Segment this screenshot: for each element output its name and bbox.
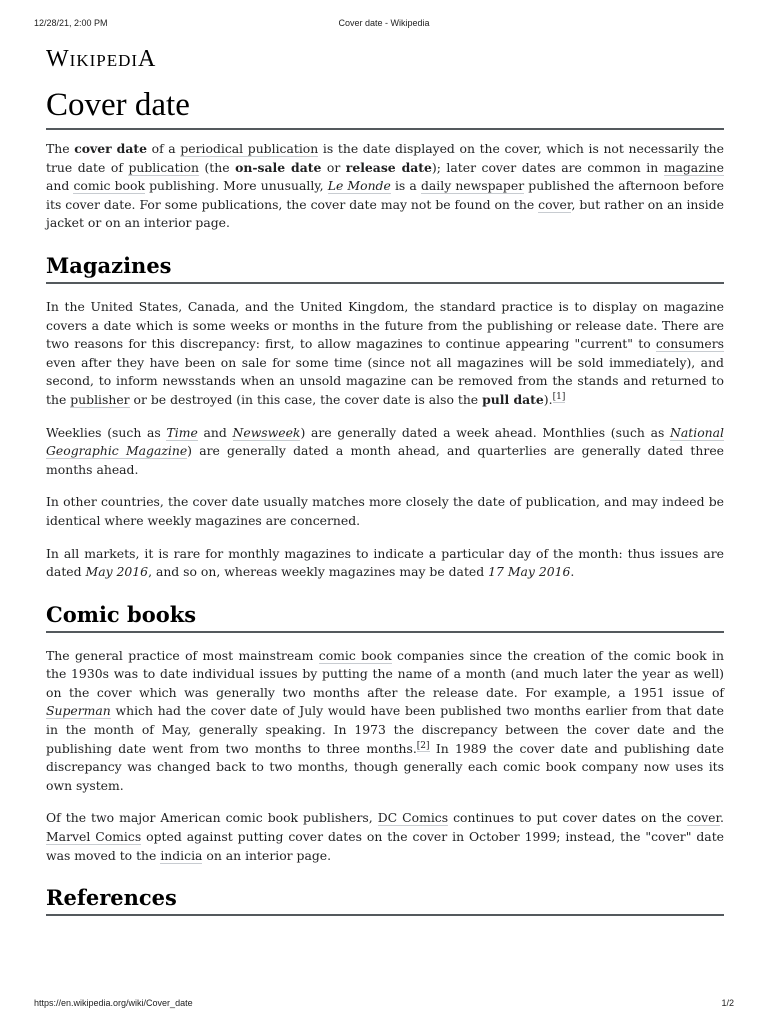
link-marvel-comics[interactable]: Marvel Comics (46, 829, 142, 845)
magazines-paragraph-3: In other countries, the cover date usually matches more closely the date of publication, and may indeed be identical where weekly magazines are concerned. (46, 494, 724, 528)
comic-books-paragraph-1: The general practice of most mainstream comic book companies since the creation of the comic book in the 1930s was to date individual issues by putting the name of a month (and much later the year as well) on the cover which was generally two months after the release date. For example, a 1951 issue of Superman which had the cover date of July would have been published two months earlier from that date in the month of May, generally speaking. In 1973 the discrepancy between the cover date and the publishing date went from two months to three months.[2] In 1989 the cover date and publishing date discrepancy was changed back to two months, though generally each comic book company now uses its own system. (46, 647, 724, 793)
reference-2-link[interactable]: [2] (416, 740, 430, 751)
print-datetime: 12/28/21, 2:00 PM (34, 18, 108, 28)
print-doc-title: Cover date - Wikipedia (338, 18, 430, 28)
link-comic-book-2[interactable]: comic book (318, 647, 392, 663)
link-time[interactable]: Time (166, 424, 198, 440)
print-url: https://en.wikipedia.org/wiki/Cover_date (34, 998, 193, 1008)
intro-paragraph: The cover date of a periodical publication is the date displayed on the cover, which is not necessarily the true date of publication (the on-sale date or release date); later cover dates are common in magazine and comic book publishing. More unusually, Le Monde is a daily newspaper published the afternoon before its cover date. For some publications, the cover date may not be found on the cover, but rather on an inside jacket or on an interior page. (46, 141, 725, 231)
link-cover[interactable]: cover (538, 196, 572, 212)
link-publisher[interactable]: publisher (70, 391, 130, 407)
print-header (0, 0, 768, 40)
print-footer (0, 984, 768, 1024)
magazines-paragraph-2: Weeklies (such as Time and Newsweek) are generally dated a week ahead. Monthlies (such as National Geographic Magazine) are generally dated a month ahead, and quarterlies are generally dated three months ahead. (46, 424, 724, 477)
link-le-monde[interactable]: Le Monde (327, 178, 391, 194)
link-cover-2[interactable]: cover (686, 810, 721, 826)
link-superman[interactable]: Superman (46, 703, 111, 719)
link-indicia[interactable]: indicia (160, 847, 203, 863)
link-comic-book[interactable]: comic book (73, 178, 145, 194)
reference-1-link[interactable]: [1] (552, 391, 566, 402)
section-heading-magazines: Magazines (46, 253, 724, 284)
link-dc-comics[interactable]: DC Comics (377, 810, 449, 826)
article-content (46, 42, 724, 916)
link-magazine[interactable]: magazine (663, 159, 724, 175)
wikipedia-wordmark[interactable]: WIKIPEDIA (46, 46, 157, 72)
print-page-number: 1/2 (721, 998, 734, 1008)
link-national-geographic[interactable]: National Geographic Magazine (46, 424, 724, 459)
link-periodical-publication[interactable]: periodical publication (180, 141, 319, 156)
magazines-paragraph-4: In all markets, it is rare for monthly magazines to indicate a particular day of the month: thus issues are dated May 2016, and so on, whereas weekly magazines may be dated 17 May 2016. (46, 545, 724, 580)
page-title: Cover date (46, 86, 724, 130)
link-consumers[interactable]: consumers (655, 336, 724, 352)
link-daily-newspaper[interactable]: daily newspaper (420, 178, 525, 194)
link-newsweek[interactable]: Newsweek (232, 424, 301, 440)
magazines-paragraph-1: In the United States, Canada, and the United Kingdom, the standard practice is to display on magazine covers a date which is some weeks or months in the future from the publishing or release date. There are two reasons for this discrepancy: first, to allow magazines to continue appearing "current" to consumers even after they have been on sale for some time (since not all magazines will be sold immediately), and second, to inform newsstands when an unsold magazine can be removed from the stands and returned to the publisher or be destroyed (in this case, the cover date is also the pull date).[1] (46, 298, 724, 407)
section-heading-references: References (46, 885, 724, 916)
link-publication[interactable]: publication (128, 159, 199, 175)
comic-books-paragraph-2: Of the two major American comic book publishers, DC Comics continues to put cover dates on the cover. Marvel Comics opted against putting cover dates on the cover in October 1999; instead, the "cover" date was moved to the indicia on an interior page. (46, 810, 725, 863)
section-heading-comic-books: Comic books (46, 602, 724, 633)
